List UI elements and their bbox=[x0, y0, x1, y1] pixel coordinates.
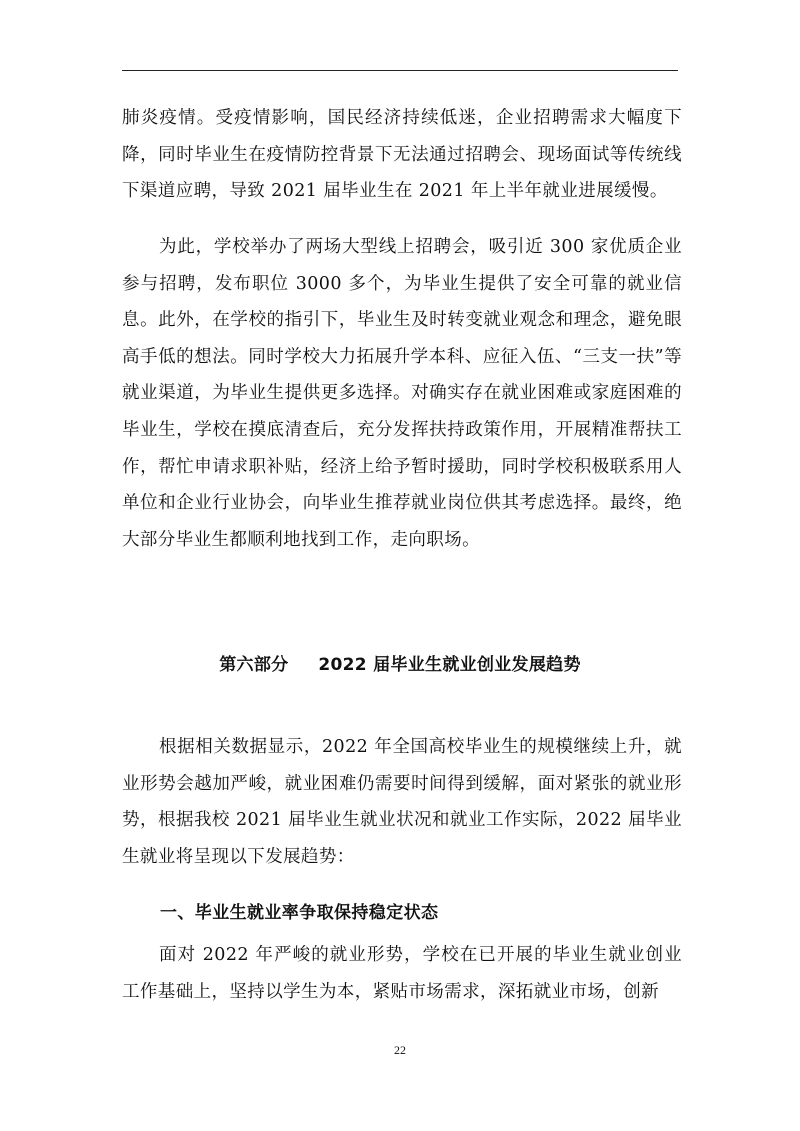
paragraph-employment-work: 面对 2022 年严峻的就业形势，学校在已开展的毕业生就业创业工作基础上，坚持以学生为本，紧贴市场需求，深拓就业市场，创新 bbox=[122, 945, 682, 1002]
page-number: 22 bbox=[394, 1043, 406, 1057]
header-rule bbox=[122, 70, 678, 71]
section-label: 第六部分 bbox=[219, 655, 289, 675]
paragraph-covid-impact: 肺炎疫情。受疫情影响，国民经济持续低迷，企业招聘需求大幅度下降，同时毕业生在疫情防控背景下无法通过招聘会、现场面试等传统线下渠道应聘，导致 2021 届毕业生在 2021 年上半年就业进展缓慢。 bbox=[122, 108, 682, 202]
section-title: 2022 届毕业生就业创业发展趋势 bbox=[318, 655, 581, 675]
section-heading bbox=[0, 650, 800, 675]
subheading-employment-rate: 一、毕业生就业率争取保持稳定状态 bbox=[160, 903, 439, 923]
paragraph-school-measures: 为此，学校举办了两场大型线上招聘会，吸引近 300 家优质企业参与招聘，发布职位 3000 多个，为毕业生提供了安全可靠的就业信息。此外，在学校的指引下，毕业生及时转变就业观念和理念，避免眼高手低的想法。同时学校大力拓展升学本科、应征入伍、“三支一扶”等就业渠道，为毕业生提供更多选择。对确实存在就业困难或家庭困难的毕业生，学校在摸底清查后，充分发挥扶持政策作用，开展精准帮扶工作，帮忙申请求职补贴，经济上给予暂时援助，同时学校积极联系用人单位和企业行业协会，向毕业生推荐就业岗位供其考虑选择。最终，绝大部分毕业生都顺利地找到工作，走向职场。 bbox=[122, 237, 682, 550]
paragraph-trend-intro: 根据相关数据显示，2022 年全国高校毕业生的规模继续上升，就业形势会越加严峻，就业困难仍需要时间得到缓解，面对紧张的就业形势，根据我校 2021 届毕业生就业状况和就业工作实际，2022 届毕业生就业将呈现以下发展趋势： bbox=[122, 737, 682, 867]
